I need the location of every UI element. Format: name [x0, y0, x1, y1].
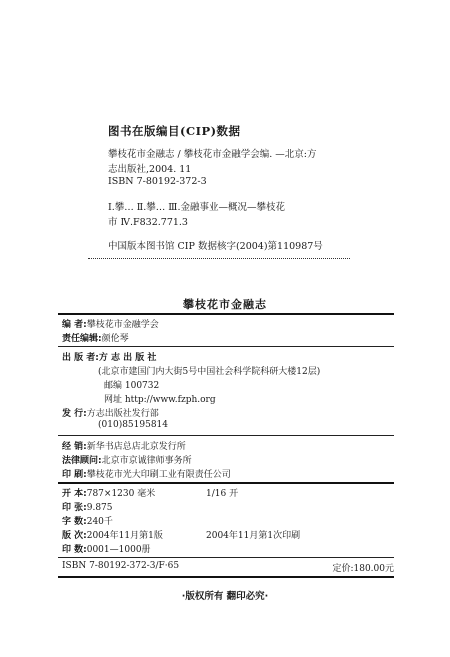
publisher-website: 网址 http://www.fzph.org [104, 395, 216, 405]
sheets-label: 印 张: [62, 503, 87, 513]
publisher-value: 方 志 出 版 社 [98, 353, 157, 363]
legal-counsel-row [62, 453, 192, 466]
divider [58, 557, 394, 558]
responsible-editor-label: 责任编辑: [62, 334, 102, 344]
copies-value: 0001—1000册 [86, 545, 151, 555]
sheets-row [62, 500, 113, 513]
legal-counsel-value: 北京市京诚律师事务所 [101, 456, 192, 466]
distributor-value: 新华书店总店北京发行所 [86, 442, 186, 452]
cip-description-line-2: 志出版社,2004. 11 [108, 164, 192, 175]
edition-row [62, 528, 163, 541]
words-value: 240千 [86, 517, 113, 527]
price: 定价:180.00元 [332, 564, 394, 574]
publisher-address: (北京市建国门内大街5号中国社会科学院科研大楼12层) [98, 367, 321, 377]
copies-label: 印 数: [62, 545, 87, 555]
cip-subject-line-2: 市 Ⅳ.F832.771.3 [108, 217, 188, 228]
impression-value: 2004年11月第1次印刷 [206, 531, 301, 541]
bottom-isbn: ISBN 7-80192-372-3/F·65 [62, 561, 180, 571]
issue-phone: (010)85195814 [98, 420, 169, 430]
copies-row [62, 542, 151, 555]
format-value: 787×1230 毫米 [86, 489, 156, 499]
divider [58, 482, 394, 484]
responsible-editor-value: 颜伦琴 [101, 334, 129, 344]
edition-value: 2004年11月第1版 [86, 531, 163, 541]
cip-record-number: 中国版本图书馆 CIP 数据核字(2004)第110987号 [108, 241, 323, 252]
sheets-value: 9.875 [86, 503, 113, 513]
divider [58, 435, 394, 436]
copyright-notice: ·版权所有 翻印必究· [181, 591, 269, 602]
divider [58, 346, 394, 347]
edition-label: 版 次: [62, 531, 87, 541]
issue-row [62, 406, 159, 419]
responsible-editor-row [62, 331, 129, 344]
printer-label: 印 刷: [62, 470, 87, 480]
cip-isbn: ISBN 7-80192-372-3 [108, 176, 207, 187]
publisher-postcode: 邮编 100732 [104, 381, 160, 391]
editor-row [62, 317, 159, 330]
printer-row [62, 467, 231, 480]
editor-label: 编 者: [62, 320, 87, 330]
publisher-row [62, 350, 156, 363]
book-title: 攀枝花市金融志 [183, 298, 267, 311]
printer-value: 攀枝花市光大印刷工业有限责任公司 [86, 470, 231, 480]
issue-value: 方志出版社发行部 [86, 409, 159, 419]
format-row [62, 486, 155, 499]
format-size: 1/16 开 [206, 489, 239, 499]
words-label: 字 数: [62, 517, 87, 527]
title-rule [58, 313, 394, 315]
cip-title: 图书在版编目(CIP)数据 [108, 124, 241, 138]
distributor-row [62, 439, 186, 452]
issue-label: 发 行: [62, 409, 87, 419]
editor-value: 攀枝花市金融学会 [86, 320, 159, 330]
format-label: 开 本: [62, 489, 87, 499]
publisher-label: 出 版 者: [62, 353, 99, 363]
cip-description-line-1: 攀枝花市金融志 / 攀枝花市金融学会编. —北京:方 [108, 149, 317, 160]
cip-subject-line-1: Ⅰ.攀… Ⅱ.攀… Ⅲ.金融事业—概况—攀枝花 [108, 202, 285, 213]
bottom-rule [58, 576, 394, 578]
distributor-label: 经 销: [62, 442, 87, 452]
words-row [62, 514, 113, 527]
dotted-divider [88, 258, 350, 259]
legal-counsel-label: 法律顾问: [62, 456, 102, 466]
